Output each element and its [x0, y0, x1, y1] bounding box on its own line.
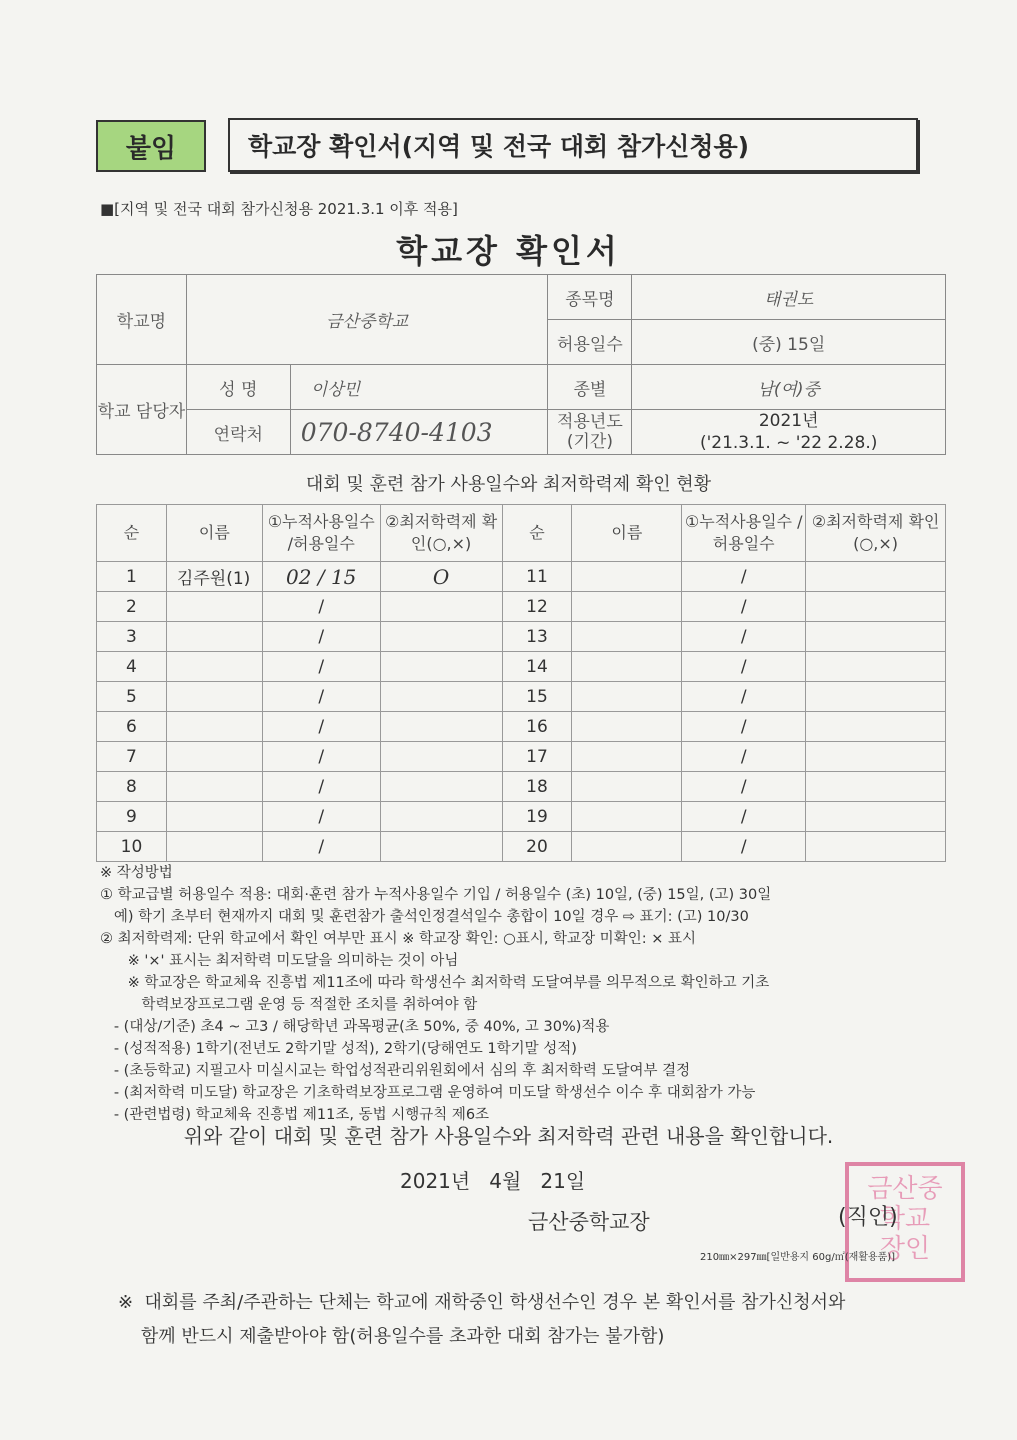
days-used: / — [262, 742, 380, 772]
days-used: / — [262, 802, 380, 832]
student-name — [166, 652, 262, 682]
days-used: / — [682, 712, 806, 742]
document-title: 학교장 확인서(지역 및 전국 대회 참가신청용) — [228, 118, 918, 172]
academic-check — [380, 622, 502, 652]
student-name: 김주원(1) — [166, 562, 262, 592]
name-value: 이상민 — [290, 365, 548, 410]
sport-label: 종목명 — [548, 275, 632, 320]
student-name — [572, 772, 682, 802]
table-row — [97, 832, 946, 862]
academic-check — [380, 682, 502, 712]
student-name — [166, 622, 262, 652]
instruction-line: ① 학교급별 허용일수 적용: 대회·훈련 참가 누적사용일수 기입 / 허용일수 (초) 10일, (중) 15일, (고) 30일 — [100, 887, 772, 903]
footer-note — [118, 1286, 938, 1354]
days-used: / — [682, 802, 806, 832]
school-name-value: 금산중학교 — [186, 275, 548, 365]
phone-value: 070-8740-4103 — [290, 410, 548, 455]
attachment-tag: 붙임 — [96, 120, 206, 172]
days-used: / — [262, 652, 380, 682]
days-used: 02 / 15 — [262, 562, 380, 592]
col-no: 순 — [502, 505, 572, 562]
col-check: ②최저학력제 확인(○,×) — [380, 505, 502, 562]
academic-check: O — [380, 562, 502, 592]
academic-check — [806, 742, 946, 772]
status-table — [96, 504, 946, 862]
student-name — [572, 622, 682, 652]
days-used: / — [682, 562, 806, 592]
table-row — [97, 742, 946, 772]
row-number: 12 — [502, 592, 572, 622]
instruction-line: - (최저학력 미도달) 학교장은 기초학력보장프로그램 운영하여 미도달 학생선수 이수 후 대회참가 가능 — [100, 1085, 756, 1101]
row-number: 10 — [97, 832, 167, 862]
footer-line: 함께 반드시 제출받아야 함(허용일수를 초과한 대회 참가는 불가함) — [118, 1326, 665, 1347]
days-used: / — [682, 652, 806, 682]
student-name — [166, 772, 262, 802]
official-seal: 금산중 학교 장인 — [845, 1162, 965, 1282]
table-row — [97, 712, 946, 742]
academic-check — [806, 592, 946, 622]
name-label: 성 명 — [186, 365, 290, 410]
row-number: 4 — [97, 652, 167, 682]
instructions — [100, 862, 950, 1126]
academic-check — [806, 682, 946, 712]
contact-label: 학교 담당자 — [97, 365, 187, 455]
row-number: 14 — [502, 652, 572, 682]
row-number: 11 — [502, 562, 572, 592]
academic-check — [380, 742, 502, 772]
row-number: 16 — [502, 712, 572, 742]
row-number: 9 — [97, 802, 167, 832]
academic-check — [380, 802, 502, 832]
instruction-line: ※ 작성방법 — [100, 865, 173, 881]
days-used: / — [682, 832, 806, 862]
row-number: 7 — [97, 742, 167, 772]
student-name — [166, 712, 262, 742]
seal-label: (직인) — [838, 1205, 898, 1230]
period-value: ('21.3.1. ~ '22 2.28.) — [699, 433, 878, 453]
days-used: / — [262, 712, 380, 742]
student-name — [572, 562, 682, 592]
page-title: 학교장 확인서 — [396, 232, 621, 270]
student-name — [166, 682, 262, 712]
student-name — [166, 742, 262, 772]
table-row — [97, 802, 946, 832]
school-name-label: 학교명 — [97, 275, 187, 365]
instruction-line: - (초등학교) 지필고사 미실시교는 학업성적관리위원회에서 심의 후 최저학력 도달여부 결정 — [100, 1063, 691, 1079]
issue-date: 2021년 4월 21일 — [400, 1169, 586, 1193]
student-name — [572, 832, 682, 862]
applicability-note: ■[지역 및 전국 대회 참가신청용 2021.3.1 이후 적용] — [100, 200, 458, 218]
school-info-table — [96, 274, 946, 455]
academic-check — [380, 712, 502, 742]
footer-line: ※ 대회를 주최/주관하는 단체는 학교에 재학중인 학생선수인 경우 본 확인서를 참가신청서와 — [118, 1292, 846, 1313]
row-number: 19 — [502, 802, 572, 832]
signer-name: 금산중학교장 — [528, 1210, 650, 1234]
days-used: / — [262, 832, 380, 862]
paper-spec: 210㎜×297㎜[일반용지 60g/㎡(재활용품)] — [700, 1252, 896, 1263]
academic-check — [380, 832, 502, 862]
student-name — [572, 592, 682, 622]
row-number: 1 — [97, 562, 167, 592]
student-name — [572, 802, 682, 832]
col-days: ①누적사용일수 /허용일수 — [682, 505, 806, 562]
table-row — [97, 682, 946, 712]
academic-check — [806, 772, 946, 802]
year-value: 2021년 — [758, 411, 819, 431]
academic-check — [806, 622, 946, 652]
table-row — [97, 562, 946, 592]
instruction-line: ※ '×' 표시는 최저학력 미도달을 의미하는 것이 아님 — [100, 953, 459, 969]
table-row — [97, 592, 946, 622]
sport-value: 태권도 — [632, 275, 946, 320]
student-name — [166, 832, 262, 862]
days-used: / — [682, 622, 806, 652]
gender-value: 남(여)중 — [632, 365, 946, 410]
section-title: 대회 및 훈련 참가 사용일수와 최저학력제 확인 현황 — [305, 474, 712, 495]
academic-check — [380, 592, 502, 622]
days-used: / — [682, 682, 806, 712]
days-used: / — [682, 592, 806, 622]
col-no: 순 — [97, 505, 167, 562]
days-used: / — [262, 772, 380, 802]
academic-check — [380, 652, 502, 682]
days-used: / — [682, 772, 806, 802]
academic-check — [806, 562, 946, 592]
days-used: / — [682, 742, 806, 772]
confirmation-text: 위와 같이 대회 및 훈련 참가 사용일수와 최저학력 관련 내용을 확인합니다. — [183, 1124, 834, 1148]
row-number: 18 — [502, 772, 572, 802]
academic-check — [806, 652, 946, 682]
allowed-days-label: 허용일수 — [548, 320, 632, 365]
academic-check — [806, 832, 946, 862]
student-name — [572, 712, 682, 742]
instruction-line: - (성적적용) 1학기(전년도 2학기말 성적), 2학기(당해연도 1학기말 성적) — [100, 1041, 577, 1057]
row-number: 13 — [502, 622, 572, 652]
gender-label: 종별 — [548, 365, 632, 410]
instruction-line: ※ 학교장은 학교체육 진흥법 제11조에 따라 학생선수 최저학력 도달여부를 의무적으로 확인하고 기초 — [100, 975, 770, 991]
student-name — [166, 802, 262, 832]
year-label: 적용년도 (기간) — [548, 410, 632, 455]
instruction-line: - (대상/기준) 초4 ~ 고3 / 해당학년 과목평균(초 50%, 중 40%, 고 30%)적용 — [100, 1019, 610, 1035]
student-name — [572, 652, 682, 682]
col-name: 이름 — [166, 505, 262, 562]
table-row — [97, 622, 946, 652]
days-used: / — [262, 592, 380, 622]
days-used: / — [262, 682, 380, 712]
table-row — [97, 772, 946, 802]
student-name — [166, 592, 262, 622]
row-number: 5 — [97, 682, 167, 712]
instruction-line: 예) 학기 초부터 현재까지 대회 및 훈련참가 출석인정결석일수 총합이 10일 경우 ⇨ 표기: (고) 10/30 — [100, 909, 749, 925]
academic-check — [380, 772, 502, 802]
academic-check — [806, 712, 946, 742]
col-check: ②최저학력제 확인(○,×) — [806, 505, 946, 562]
academic-check — [806, 802, 946, 832]
student-name — [572, 742, 682, 772]
col-name: 이름 — [572, 505, 682, 562]
instruction-line: 학력보장프로그램 운영 등 적절한 조치를 취하여야 함 — [100, 997, 478, 1013]
row-number: 20 — [502, 832, 572, 862]
allowed-days-value: (중) 15일 — [632, 320, 946, 365]
instruction-line: ② 최저학력제: 단위 학교에서 확인 여부만 표시 ※ 학교장 확인: ○표시, 학교장 미확인: × 표시 — [100, 931, 696, 947]
row-number: 8 — [97, 772, 167, 802]
phone-label: 연락처 — [186, 410, 290, 455]
row-number: 15 — [502, 682, 572, 712]
student-name — [572, 682, 682, 712]
row-number: 2 — [97, 592, 167, 622]
instruction-line: - (관련법령) 학교체육 진흥법 제11조, 동법 시행규칙 제6조 — [100, 1107, 490, 1123]
row-number: 6 — [97, 712, 167, 742]
row-number: 17 — [502, 742, 572, 772]
table-row — [97, 652, 946, 682]
row-number: 3 — [97, 622, 167, 652]
col-days: ①누적사용일수 /허용일수 — [262, 505, 380, 562]
days-used: / — [262, 622, 380, 652]
